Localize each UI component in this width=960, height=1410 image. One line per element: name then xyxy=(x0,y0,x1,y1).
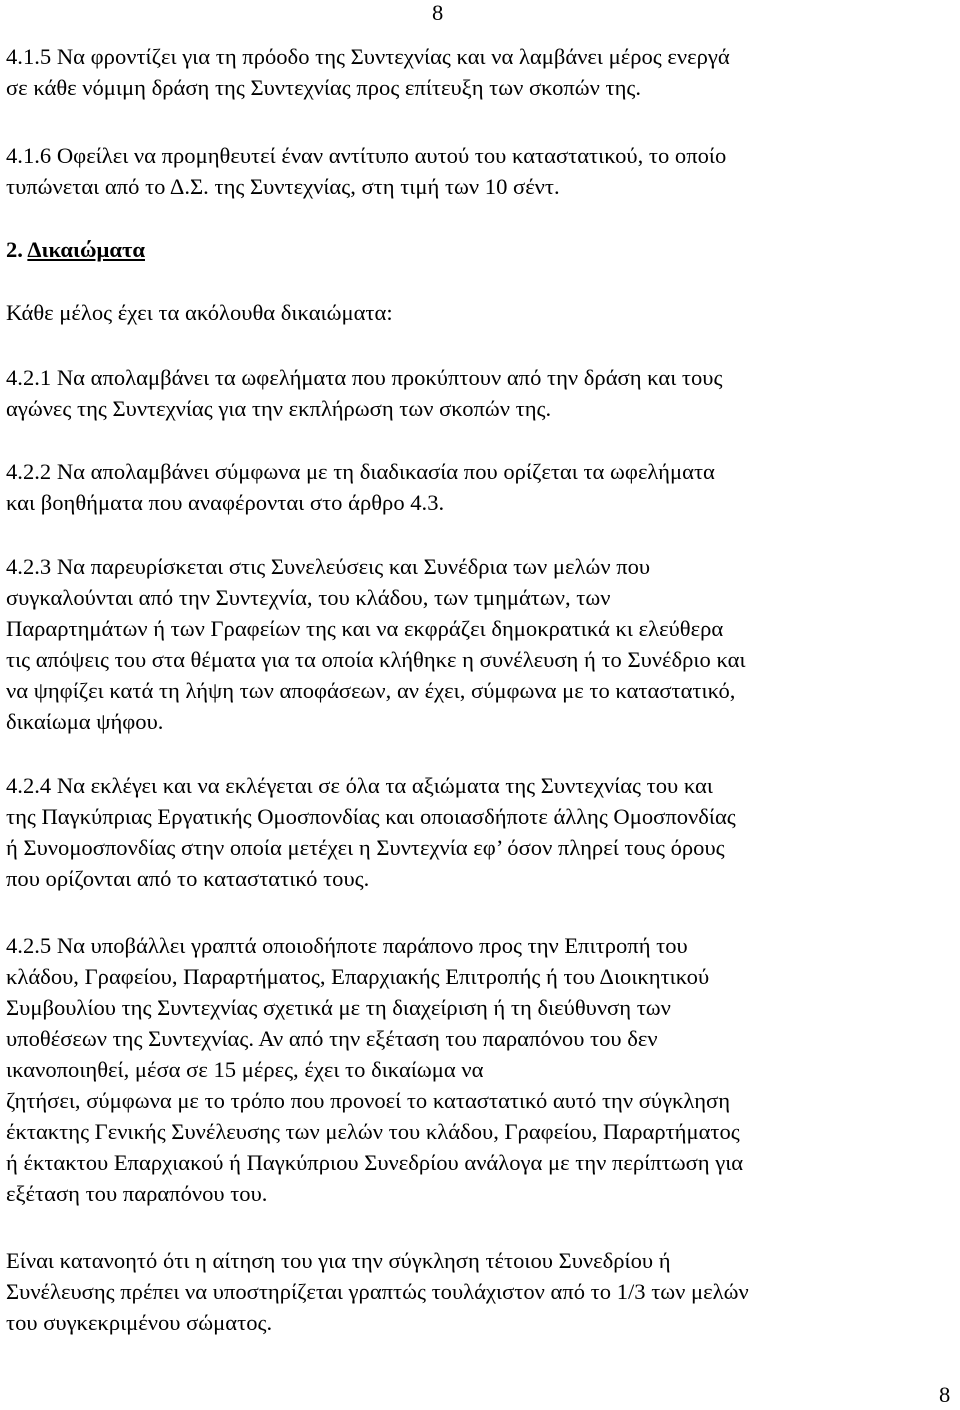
text-line: κλάδου, Γραφείου, Παραρτήματος, Επαρχιακής Επιτροπής ή του Διοικητικού xyxy=(6,964,710,989)
text-line: 4.2.3 Να παρευρίσκεται στις Συνελεύσεις και Συνέδρια των μελών που xyxy=(6,554,651,579)
text-line: έκτακτης Γενικής Συνέλευσης των μελών του κλάδου, Γραφείου, Παραρτήματος xyxy=(6,1119,740,1144)
text-line: ή έκτακτου Επαρχιακού ή Παγκύπριου Συνεδρίου ανάλογα με την περίπτωση για xyxy=(6,1150,744,1175)
text-line: ζητήσει, σύμφωνα με το τρόπο που προνοεί το καταστατικό αυτό την σύγκληση xyxy=(6,1088,731,1113)
closing-paragraph xyxy=(6,1245,749,1338)
page-number-bottom: 8 xyxy=(939,1382,951,1407)
text-line: του συγκεκριμένου σώματος. xyxy=(6,1310,273,1335)
paragraph-4-2-4 xyxy=(6,770,736,894)
paragraph-4-2-3 xyxy=(6,551,746,737)
text-line: τυπώνεται από το Δ.Σ. της Συντεχνίας, στη τιμή των 10 σέντ. xyxy=(6,174,560,199)
text-line: 4.2.2 Να απολαμβάνει σύμφωνα με τη διαδικασία που ορίζεται τα ωφελήματα xyxy=(6,459,715,484)
text-line: Είναι κατανοητό ότι η αίτηση του για την σύγκληση τέτοιου Συνεδρίου ή xyxy=(6,1248,671,1273)
paragraph-4-2-5 xyxy=(6,930,743,1209)
paragraph-4-1-6 xyxy=(6,140,726,202)
paragraph-4-2-2 xyxy=(6,456,715,518)
text-line: 4.1.6 Οφείλει να προμηθευτεί έναν αντίτυπο αυτού του καταστατικού, το οποίο xyxy=(6,143,727,168)
text-line: τις απόψεις του στα θέματα για τα οποία κλήθηκε η συνέλευση ή το Συνέδριο και xyxy=(6,647,746,672)
text-line: ή Συνομοσπονδίας στην οποία μετέχει η Συντεχνία εφ’ όσον πληρεί τους όρους xyxy=(6,835,725,860)
text-line: συγκαλούνται από την Συντεχνία, του κλάδου, των τμημάτων, των xyxy=(6,585,611,610)
text-line: της Παγκύπριας Εργατικής Ομοσπονδίας και οποιασδήποτε άλλης Ομοσπονδίας xyxy=(6,804,736,829)
text-line: αγώνες της Συντεχνίας για την εκπλήρωση των σκοπών της. xyxy=(6,396,552,421)
text-line: Παραρτημάτων ή των Γραφείων της και να εκφράζει δημοκρατικά κι ελεύθερα xyxy=(6,616,724,641)
text-line: σε κάθε νόμιμη δράση της Συντεχνίας προς επίτευξη των σκοπών της. xyxy=(6,75,641,100)
section-number: 2. xyxy=(6,237,28,262)
text-line: Συνέλευσης πρέπει να υποστηρίζεται γραπτώς τουλάχιστον από το 1/3 των μελών xyxy=(6,1279,749,1304)
text-line: 4.2.5 Να υποβάλλει γραπτά οποιοδήποτε παράπονο προς την Επιτροπή του xyxy=(6,933,688,958)
text-line: εξέταση του παραπόνου του. xyxy=(6,1181,268,1206)
section-title: Δικαιώματα xyxy=(27,237,145,262)
page-number-top: 8 xyxy=(432,0,444,25)
text-line: 4.2.1 Να απολαμβάνει τα ωφελήματα που προκύπτουν από την δράση και τους xyxy=(6,365,723,390)
paragraph-4-1-5 xyxy=(6,41,730,103)
rights-intro xyxy=(6,297,393,328)
text-line: υποθέσεων της Συντεχνίας. Αν από την εξέταση του παραπόνου του δεν xyxy=(6,1026,658,1051)
text-line: να ψηφίζει κατά τη λήψη των αποφάσεων, αν έχει, σύμφωνα με το καταστατικό, xyxy=(6,678,736,703)
text-line: που ορίζονται από το καταστατικό τους. xyxy=(6,866,370,891)
paragraph-4-2-1 xyxy=(6,362,722,424)
text-line: δικαίωμα ψήφου. xyxy=(6,709,164,734)
text-line: 4.1.5 Να φροντίζει για τη πρόοδο της Συντεχνίας και να λαμβάνει μέρος ενεργά xyxy=(6,44,730,69)
text-line: και βοηθήματα που αναφέρονται στο άρθρο 4.3. xyxy=(6,490,445,515)
text-line: 4.2.4 Να εκλέγει και να εκλέγεται σε όλα τα αξιώματα της Συντεχνίας του και xyxy=(6,773,713,798)
section-heading xyxy=(6,234,145,265)
text-line: ικανοποιηθεί, μέσα σε 15 μέρες, έχει το δικαίωμα να xyxy=(6,1057,484,1082)
text-line: Συμβουλίου της Συντεχνίας σχετικά με τη διαχείριση ή τη διεύθυνση των xyxy=(6,995,671,1020)
text-line: Κάθε μέλος έχει τα ακόλουθα δικαιώματα: xyxy=(6,300,393,325)
